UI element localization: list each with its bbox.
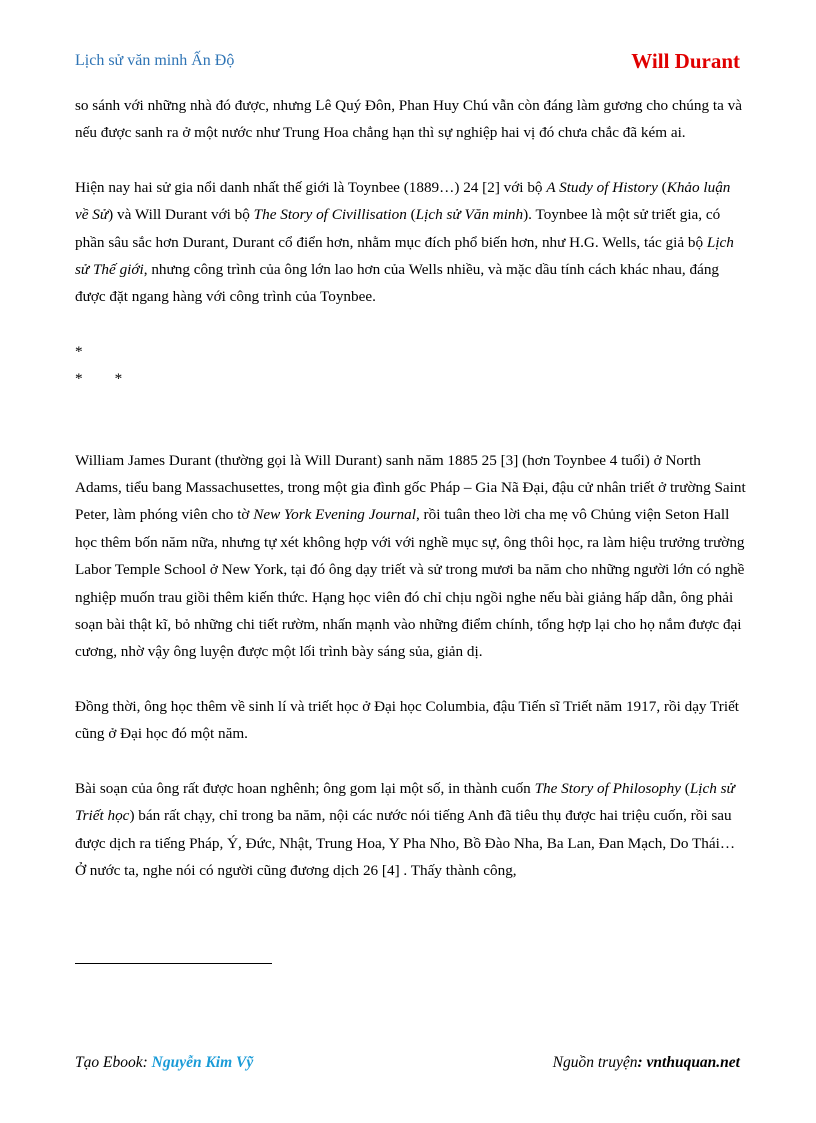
page-body [75,92,747,884]
ebook-author: Nguyễn Kim Vỹ [151,1054,254,1071]
paragraph: Hiện nay hai sử gia nổi danh nhất thế giới là Toynbee (1889…) 24 [2] với bộ A Study of History (Khảo luận về Sử) và Will Durant với bộ The Story of Civillisation (Lịch sử Văn minh). Toynbee là một sử triết gia, có phần sâu sắc hơn Durant, Durant cổ điển hơn, nhằm mục đích phổ biến hơn, như H.G. Wells, tác giả bộ Lịch sử Thế giới, nhưng công trình của ông lớn lao hơn của Wells nhiều, và mặc dầu tính cách khác nhau, đáng được đặt ngang hàng với công trình của Toynbee. [75,178,734,306]
paragraph: William James Durant (thường gọi là Will Durant) sanh năm 1885 25 [3] (hơn Toynbee 4 tuổi) ở North Adams, tiểu bang Massachusettes, trong một gia đình gốc Pháp – Gia Nã Đại, đậu cử nhân triết ở trường Saint Peter, làm phóng viên cho tờ New York Evening Journal, rồi tuân theo lời cha mẹ vô Chủng viện Seton Hall học thêm bốn năm nữa, nhưng tự xét không hợp với với nghề mục sự, ông thôi học, ra làm hiệu trưởng trường Labor Temple School ở New York, tại đó ông dạy triết và sử trong mươi ba năm cho những người lớn có nghề nghiệp muốn trau giồi thêm kiến thức. Hạng học viên đó chỉ chịu ngồi nghe nếu bài giảng hấp dẫn, ông phải soạn bài thật kĩ, bỏ những chi tiết rườm, nhấn mạnh vào những điểm chính, tổng hợp lại cho họ nắm được đại cương, nhờ vậy ông luyện được một lối trình bày sáng sủa, giản dị. [75,451,746,661]
footer-ebook-credit: Tạo Ebook: Nguyễn Kim Vỹ [75,1054,254,1071]
asterisk: * [75,370,83,388]
source-site: vnthuquan.net [646,1054,740,1071]
author-name: Will Durant [631,49,740,73]
asterisk: * [75,342,83,360]
paragraph: Bài soạn của ông rất được hoan nghênh; ông gom lại một số, in thành cuốn The Story of Philosophy (Lịch sử Triết học) bán rất chạy, chỉ trong ba năm, nội các nước nói tiếng Anh đã tiêu thụ được hai triệu cuốn, rồi sau được dịch ra tiếng Pháp, Ý, Đức, Nhật, Trung Hoa, Y Pha Nho, Bồ Đào Nha, Ba Lan, Đan Mạch, Do Thái… Ở nước ta, nghe nói có người cũng đương dịch 26 [4] . Thấy thành công, [75,779,736,879]
footnote-separator [75,963,272,964]
paragraph: Đồng thời, ông học thêm về sinh lí và triết học ở Đại học Columbia, đậu Tiến sĩ Triết năm 1917, rồi dạy Triết cũng ở Đại học đó một năm. [75,697,740,743]
asterisk: * [114,370,123,388]
section-separator [75,338,747,393]
book-title: Lịch sử văn minh Ấn Độ [75,52,235,69]
footer-source: Nguồn truyện: vnthuquan.net [552,1054,740,1071]
paragraph: so sánh với những nhà đó được, nhưng Lê Quý Đôn, Phan Huy Chú vẫn còn đáng làm gương cho chúng ta và nếu được sanh ra ở một nước như Trung Hoa chẳng hạn thì sự nghiệp hai vị đó chưa chắc đã kém ai. [75,97,742,142]
